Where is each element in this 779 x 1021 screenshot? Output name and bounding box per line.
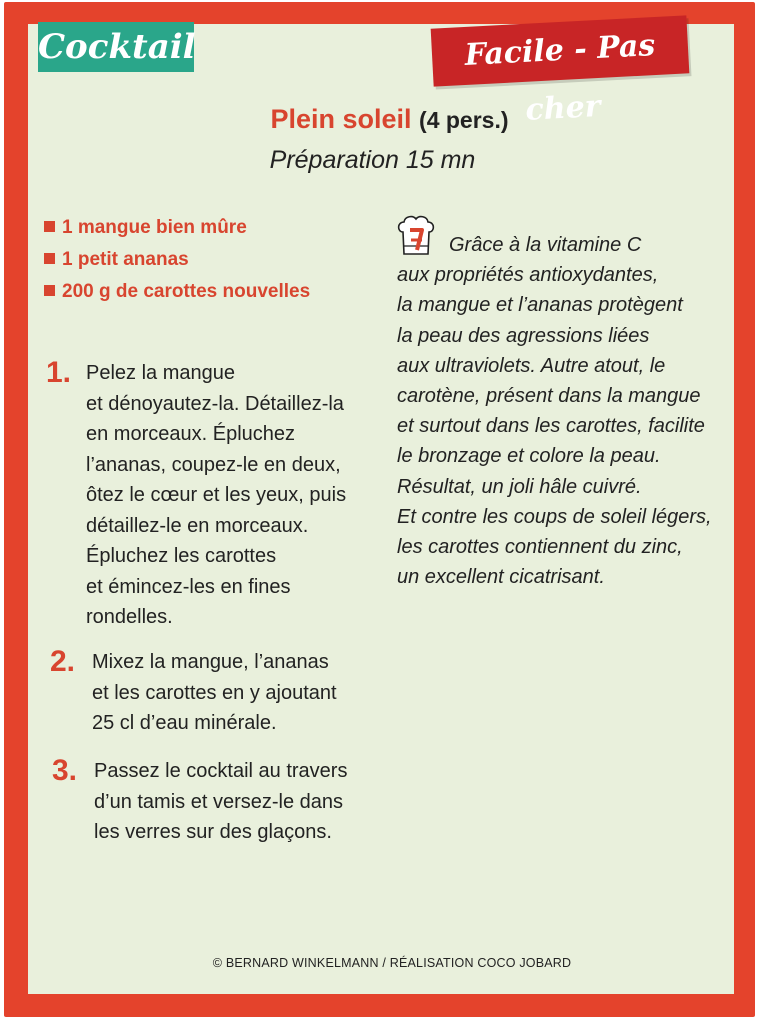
step-number: 2. xyxy=(50,645,76,678)
step-text: Passez le cocktail au travers d’un tamis et versez-le dans les verres sur des glaçons. xyxy=(94,760,348,843)
ingredient-list xyxy=(44,212,310,308)
ingredient-item: 1 petit ananas xyxy=(44,244,310,276)
category-badge: Cocktail xyxy=(38,22,194,72)
step-number: 3. xyxy=(52,754,78,787)
ingredient-item: 200 g de carottes nouvelles xyxy=(44,276,310,308)
square-bullet-icon xyxy=(44,285,55,296)
step-number: 1. xyxy=(46,356,72,389)
step-text: Pelez la mangue et dénoyautez-la. Détaillez-la en morceaux. Épluchez l’ananas, coupez-le en deux, ôtez le cœur et les yeux, puis détaillez-le en morceaux. Épluchez les carottes et émincez-les en fines rondelles. xyxy=(86,362,347,628)
recipe-name: Plein soleil xyxy=(270,104,412,134)
square-bullet-icon xyxy=(44,253,55,264)
recipe-title xyxy=(0,104,779,135)
photo-credit: © BERNARD WINKELMANN / RÉALISATION COCO JOBARD xyxy=(212,956,572,970)
tip-text: Grâce à la vitamine C aux propriétés antioxydantes, la mangue et l’ananas protègent la peau des agressions liées aux ultraviolets. Autre atout, le carotène, présent dans la mangue et surtout dans les carottes, facilite le bronzage et colore la peau. Résultat, un joli hâle cuivré. Et contre les coups de soleil légers, les carottes contiennent du zinc, un excellent cicatrisant. xyxy=(397,234,712,589)
ingredient-item: 1 mangue bien mûre xyxy=(44,212,310,244)
servings: (4 pers.) xyxy=(419,107,509,133)
square-bullet-icon xyxy=(44,221,55,232)
step-text: Mixez la mangue, l’ananas et les carottes en y ajoutant 25 cl d’eau minérale. xyxy=(92,651,337,734)
difficulty-cost-badge: Facile - Pas cher xyxy=(431,15,690,86)
prep-time: Préparation 15 mn xyxy=(269,146,476,174)
